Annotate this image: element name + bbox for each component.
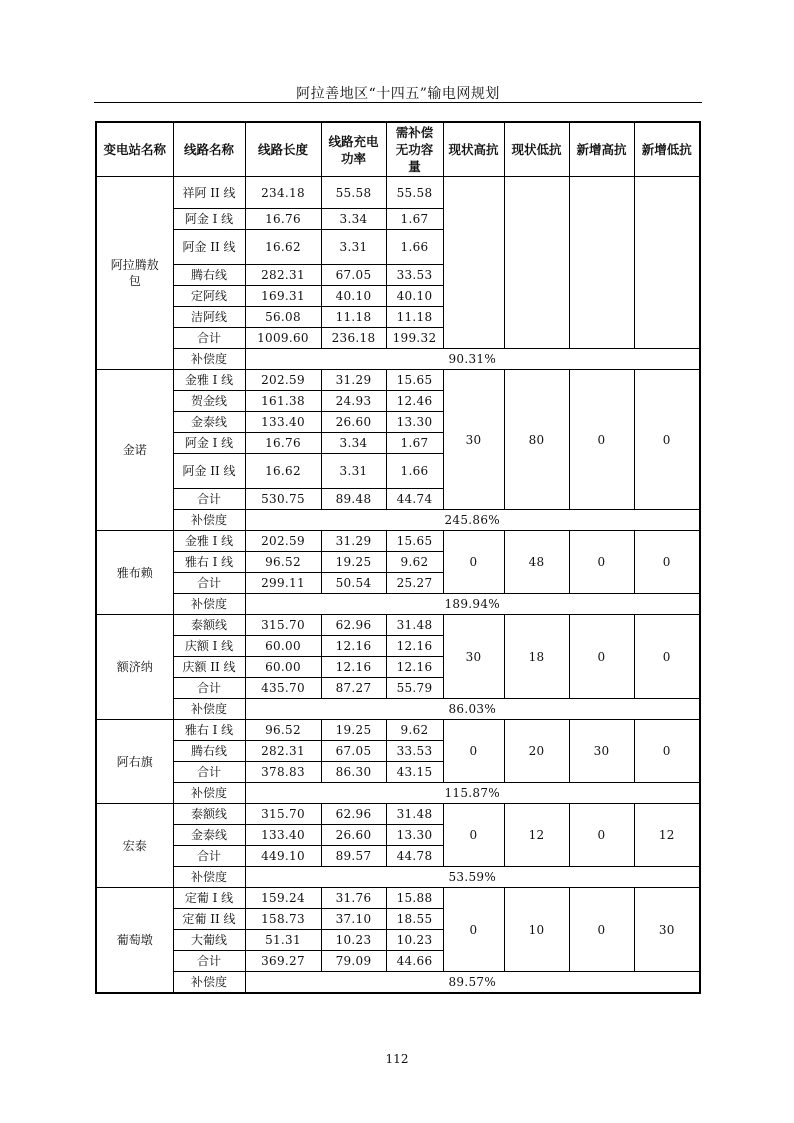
- new-high-reactor: 0: [569, 804, 634, 867]
- line-length: 60.00: [245, 636, 321, 657]
- line-length: 16.62: [245, 454, 321, 489]
- compensation-label: 补偿度: [173, 867, 245, 888]
- line-name: 大葡线: [173, 930, 245, 951]
- line-required-reactive: 1.67: [386, 209, 443, 230]
- line-charging-power: 67.05: [321, 265, 386, 286]
- line-charging-power: 3.31: [321, 230, 386, 265]
- line-name: 阿金 II 线: [173, 230, 245, 265]
- total-length: 1009.60: [245, 328, 321, 349]
- line-length: 169.31: [245, 286, 321, 307]
- col-header-existing-low-reactor: 现状低抗: [504, 122, 569, 177]
- compensation-value: 245.86%: [245, 510, 700, 531]
- compensation-row: [96, 972, 700, 993]
- line-required-reactive: 12.16: [386, 636, 443, 657]
- existing-low-reactor: 10: [504, 888, 569, 972]
- new-low-reactor: 12: [634, 804, 700, 867]
- existing-low-reactor: 18: [504, 615, 569, 699]
- new-high-reactor: 0: [569, 531, 634, 594]
- table-row: [96, 370, 700, 391]
- line-charging-power: 3.31: [321, 454, 386, 489]
- line-required-reactive: 13.30: [386, 825, 443, 846]
- station-name: 金诺: [96, 370, 173, 531]
- line-name: 泰额线: [173, 615, 245, 636]
- col-header-new-low-reactor: 新增低抗: [634, 122, 700, 177]
- line-length: 16.76: [245, 433, 321, 454]
- line-name: 金雅 I 线: [173, 370, 245, 391]
- existing-high-reactor: 30: [443, 370, 504, 510]
- line-required-reactive: 15.65: [386, 531, 443, 552]
- table-row: [96, 804, 700, 825]
- line-length: 282.31: [245, 741, 321, 762]
- total-required-reactive: 25.27: [386, 573, 443, 594]
- line-required-reactive: 1.67: [386, 433, 443, 454]
- col-header-new-high-reactor: 新增高抗: [569, 122, 634, 177]
- line-name: 贺金线: [173, 391, 245, 412]
- line-length: 282.31: [245, 265, 321, 286]
- existing-low-reactor: [504, 177, 569, 349]
- line-required-reactive: 1.66: [386, 454, 443, 489]
- new-low-reactor: 0: [634, 531, 700, 594]
- line-charging-power: 62.96: [321, 804, 386, 825]
- line-name: 金雅 I 线: [173, 531, 245, 552]
- table-body: [96, 177, 700, 993]
- line-charging-power: 62.96: [321, 615, 386, 636]
- line-length: 133.40: [245, 825, 321, 846]
- reactive-compensation-table: [95, 121, 701, 994]
- station-name: 阿右旗: [96, 720, 173, 804]
- new-high-reactor: 30: [569, 720, 634, 783]
- line-required-reactive: 15.88: [386, 888, 443, 909]
- station-name: 阿拉腾敖包: [96, 177, 173, 370]
- station-name: 宏泰: [96, 804, 173, 888]
- compensation-row: [96, 349, 700, 370]
- total-length: 299.11: [245, 573, 321, 594]
- compensation-label: 补偿度: [173, 699, 245, 720]
- line-name: 雅右 I 线: [173, 552, 245, 573]
- total-required-reactive: 199.32: [386, 328, 443, 349]
- total-length: 449.10: [245, 846, 321, 867]
- existing-high-reactor: 0: [443, 720, 504, 783]
- line-name: 定葡 I 线: [173, 888, 245, 909]
- compensation-label: 补偿度: [173, 594, 245, 615]
- compensation-row: [96, 594, 700, 615]
- col-header-line-length: 线路长度: [245, 122, 321, 177]
- line-length: 60.00: [245, 657, 321, 678]
- line-charging-power: 31.29: [321, 531, 386, 552]
- line-name: 阿金 I 线: [173, 433, 245, 454]
- line-length: 161.38: [245, 391, 321, 412]
- compensation-label: 补偿度: [173, 783, 245, 804]
- existing-high-reactor: 0: [443, 804, 504, 867]
- total-name: 合计: [173, 489, 245, 510]
- line-length: 159.24: [245, 888, 321, 909]
- line-name: 阿金 II 线: [173, 454, 245, 489]
- line-charging-power: 26.60: [321, 412, 386, 433]
- existing-low-reactor: 20: [504, 720, 569, 783]
- line-charging-power: 26.60: [321, 825, 386, 846]
- station-name: 葡萄墩: [96, 888, 173, 993]
- line-length: 202.59: [245, 531, 321, 552]
- line-required-reactive: 33.53: [386, 741, 443, 762]
- total-charging-power: 79.09: [321, 951, 386, 972]
- line-required-reactive: 31.48: [386, 615, 443, 636]
- line-name: 泰额线: [173, 804, 245, 825]
- compensation-label: 补偿度: [173, 349, 245, 370]
- line-charging-power: 12.16: [321, 636, 386, 657]
- compensation-row: [96, 867, 700, 888]
- line-charging-power: 19.25: [321, 552, 386, 573]
- total-length: 530.75: [245, 489, 321, 510]
- line-charging-power: 3.34: [321, 209, 386, 230]
- line-length: 56.08: [245, 307, 321, 328]
- total-charging-power: 50.54: [321, 573, 386, 594]
- total-length: 435.70: [245, 678, 321, 699]
- existing-low-reactor: 80: [504, 370, 569, 510]
- line-length: 96.52: [245, 552, 321, 573]
- total-length: 378.83: [245, 762, 321, 783]
- col-header-charging-power: 线路充电功率: [321, 122, 386, 177]
- total-required-reactive: 44.66: [386, 951, 443, 972]
- col-header-required-reactive: 需补偿无功容量: [386, 122, 443, 177]
- total-name: 合计: [173, 846, 245, 867]
- line-required-reactive: 12.46: [386, 391, 443, 412]
- total-charging-power: 89.48: [321, 489, 386, 510]
- total-name: 合计: [173, 951, 245, 972]
- line-length: 158.73: [245, 909, 321, 930]
- table-row: [96, 615, 700, 636]
- line-length: 16.76: [245, 209, 321, 230]
- table-header: [96, 122, 700, 177]
- compensation-row: [96, 510, 700, 531]
- total-name: 合计: [173, 573, 245, 594]
- line-name: 腾右线: [173, 741, 245, 762]
- line-name: 定葡 II 线: [173, 909, 245, 930]
- total-length: 369.27: [245, 951, 321, 972]
- line-required-reactive: 10.23: [386, 930, 443, 951]
- total-required-reactive: 43.15: [386, 762, 443, 783]
- compensation-value: 89.57%: [245, 972, 700, 993]
- col-header-existing-high-reactor: 现状高抗: [443, 122, 504, 177]
- compensation-row: [96, 699, 700, 720]
- total-name: 合计: [173, 678, 245, 699]
- total-name: 合计: [173, 762, 245, 783]
- line-length: 315.70: [245, 615, 321, 636]
- col-header-station: 变电站名称: [96, 122, 173, 177]
- compensation-label: 补偿度: [173, 972, 245, 993]
- total-required-reactive: 44.74: [386, 489, 443, 510]
- line-charging-power: 24.93: [321, 391, 386, 412]
- line-required-reactive: 12.16: [386, 657, 443, 678]
- total-required-reactive: 55.79: [386, 678, 443, 699]
- col-header-line-name: 线路名称: [173, 122, 245, 177]
- line-charging-power: 12.16: [321, 657, 386, 678]
- line-name: 定阿线: [173, 286, 245, 307]
- line-charging-power: 19.25: [321, 720, 386, 741]
- line-required-reactive: 15.65: [386, 370, 443, 391]
- line-charging-power: 31.76: [321, 888, 386, 909]
- page-number: 112: [385, 1052, 409, 1066]
- line-name: 雅右 I 线: [173, 720, 245, 741]
- line-length: 315.70: [245, 804, 321, 825]
- new-low-reactor: 30: [634, 888, 700, 972]
- table-row: [96, 888, 700, 909]
- table-row: [96, 177, 700, 209]
- line-required-reactive: 1.66: [386, 230, 443, 265]
- line-required-reactive: 11.18: [386, 307, 443, 328]
- compensation-value: 53.59%: [245, 867, 700, 888]
- existing-high-reactor: [443, 177, 504, 349]
- line-charging-power: 10.23: [321, 930, 386, 951]
- new-high-reactor: 0: [569, 370, 634, 510]
- table-header-row: [96, 122, 700, 177]
- line-charging-power: 31.29: [321, 370, 386, 391]
- line-name: 洁阿线: [173, 307, 245, 328]
- station-name: 额济纳: [96, 615, 173, 720]
- line-name: 金泰线: [173, 412, 245, 433]
- station-name: 雅布赖: [96, 531, 173, 615]
- line-required-reactive: 9.62: [386, 552, 443, 573]
- total-name: 合计: [173, 328, 245, 349]
- line-name: 金泰线: [173, 825, 245, 846]
- line-length: 234.18: [245, 177, 321, 209]
- line-charging-power: 55.58: [321, 177, 386, 209]
- line-name: 祥阿 II 线: [173, 177, 245, 209]
- line-length: 16.62: [245, 230, 321, 265]
- new-low-reactor: 0: [634, 720, 700, 783]
- existing-low-reactor: 48: [504, 531, 569, 594]
- new-low-reactor: [634, 177, 700, 349]
- line-required-reactive: 18.55: [386, 909, 443, 930]
- compensation-value: 86.03%: [245, 699, 700, 720]
- line-length: 96.52: [245, 720, 321, 741]
- new-low-reactor: 0: [634, 370, 700, 510]
- new-high-reactor: [569, 177, 634, 349]
- total-required-reactive: 44.78: [386, 846, 443, 867]
- existing-high-reactor: 30: [443, 615, 504, 699]
- line-required-reactive: 55.58: [386, 177, 443, 209]
- line-required-reactive: 9.62: [386, 720, 443, 741]
- existing-high-reactor: 0: [443, 888, 504, 972]
- line-charging-power: 3.34: [321, 433, 386, 454]
- table-row: [96, 720, 700, 741]
- page-header-title: 阿拉善地区“十四五”输电网规划: [296, 86, 500, 102]
- header-divider: [94, 102, 702, 103]
- table-row: [96, 531, 700, 552]
- total-charging-power: 236.18: [321, 328, 386, 349]
- compensation-value: 189.94%: [245, 594, 700, 615]
- existing-high-reactor: 0: [443, 531, 504, 594]
- line-charging-power: 67.05: [321, 741, 386, 762]
- compensation-value: 90.31%: [245, 349, 700, 370]
- total-charging-power: 86.30: [321, 762, 386, 783]
- line-required-reactive: 33.53: [386, 265, 443, 286]
- line-required-reactive: 13.30: [386, 412, 443, 433]
- line-length: 202.59: [245, 370, 321, 391]
- new-low-reactor: 0: [634, 615, 700, 699]
- compensation-row: [96, 783, 700, 804]
- line-name: 腾右线: [173, 265, 245, 286]
- total-charging-power: 89.57: [321, 846, 386, 867]
- total-charging-power: 87.27: [321, 678, 386, 699]
- line-name: 庆额 II 线: [173, 657, 245, 678]
- line-charging-power: 40.10: [321, 286, 386, 307]
- line-length: 51.31: [245, 930, 321, 951]
- line-required-reactive: 40.10: [386, 286, 443, 307]
- existing-low-reactor: 12: [504, 804, 569, 867]
- line-charging-power: 37.10: [321, 909, 386, 930]
- new-high-reactor: 0: [569, 888, 634, 972]
- line-length: 133.40: [245, 412, 321, 433]
- line-name: 阿金 I 线: [173, 209, 245, 230]
- line-charging-power: 11.18: [321, 307, 386, 328]
- compensation-value: 115.87%: [245, 783, 700, 804]
- new-high-reactor: 0: [569, 615, 634, 699]
- line-name: 庆额 I 线: [173, 636, 245, 657]
- compensation-label: 补偿度: [173, 510, 245, 531]
- line-required-reactive: 31.48: [386, 804, 443, 825]
